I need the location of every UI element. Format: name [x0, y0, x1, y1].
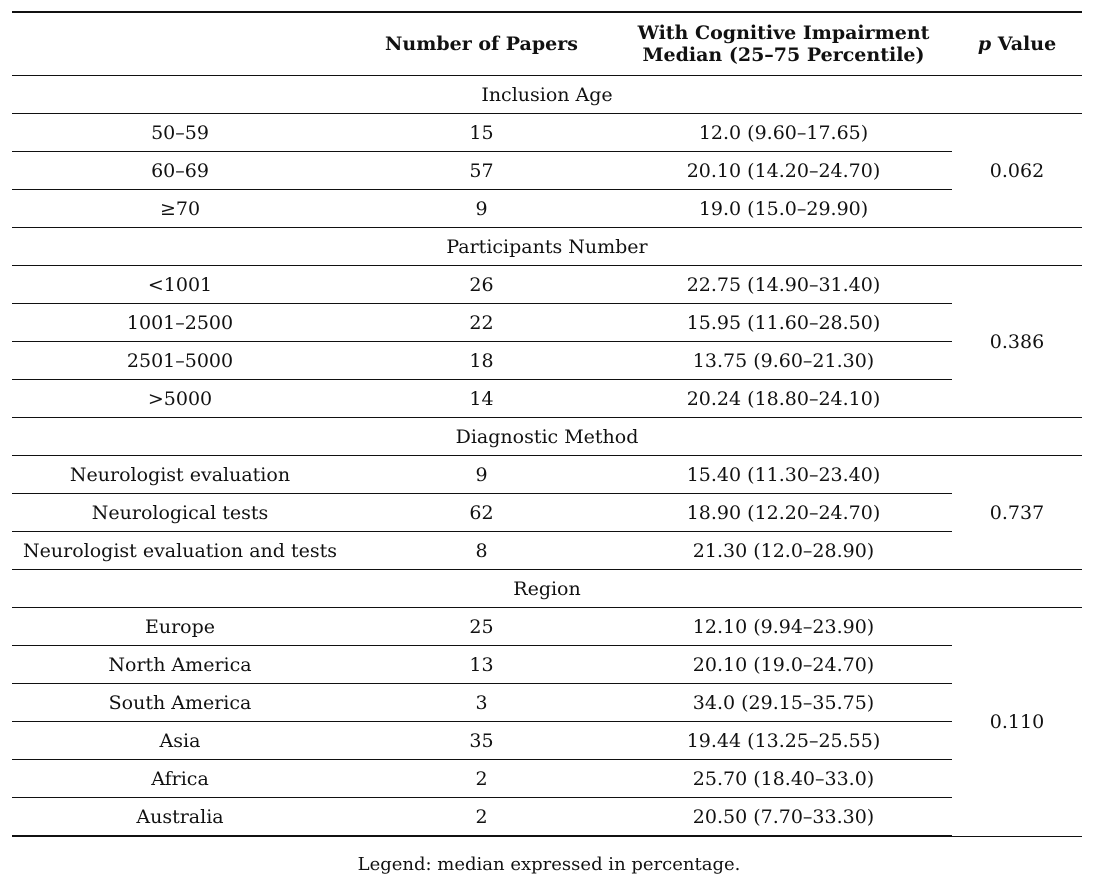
table-row [12, 266, 1082, 304]
section-header-row [12, 228, 1082, 266]
section-p-value: 0.737 [952, 456, 1082, 570]
section-title: Region [12, 570, 1082, 608]
row-papers: 14 [348, 380, 615, 418]
row-median: 19.44 (13.25–25.55) [615, 722, 952, 760]
section-title: Diagnostic Method [12, 418, 1082, 456]
header-p-rest: Value [991, 33, 1057, 55]
section-title: Participants Number [12, 228, 1082, 266]
row-median: 15.95 (11.60–28.50) [615, 304, 952, 342]
table-header-row [12, 12, 1082, 76]
table-row [12, 760, 1082, 798]
row-median: 18.90 (12.20–24.70) [615, 494, 952, 532]
row-label: Neurological tests [12, 494, 348, 532]
header-number-of-papers: Number of Papers [348, 12, 615, 76]
row-label: Neurologist evaluation [12, 456, 348, 494]
header-cognitive-impairment-line1: With Cognitive Impairment [637, 22, 930, 44]
row-papers: 22 [348, 304, 615, 342]
row-papers: 35 [348, 722, 615, 760]
row-label: South America [12, 684, 348, 722]
row-median: 13.75 (9.60–21.30) [615, 342, 952, 380]
header-p-italic: p [977, 33, 992, 55]
row-papers: 18 [348, 342, 615, 380]
table-row [12, 380, 1082, 418]
results-table [12, 11, 1082, 837]
row-label: 60–69 [12, 152, 348, 190]
table-row [12, 456, 1082, 494]
row-papers: 13 [348, 646, 615, 684]
row-label: ≥70 [12, 190, 348, 228]
row-label: >5000 [12, 380, 348, 418]
row-papers: 3 [348, 684, 615, 722]
section-title: Inclusion Age [12, 76, 1082, 114]
row-label: Neurologist evaluation and tests [12, 532, 348, 570]
row-median: 20.24 (18.80–24.10) [615, 380, 952, 418]
row-label: Australia [12, 798, 348, 837]
header-cognitive-impairment-line2: Median (25–75 Percentile) [642, 44, 925, 66]
row-median: 21.30 (12.0–28.90) [615, 532, 952, 570]
header-p-value [952, 12, 1082, 76]
row-papers: 25 [348, 608, 615, 646]
row-median: 20.10 (14.20–24.70) [615, 152, 952, 190]
table-body [12, 76, 1082, 837]
row-papers: 2 [348, 760, 615, 798]
row-label: Europe [12, 608, 348, 646]
row-label: 2501–5000 [12, 342, 348, 380]
row-papers: 57 [348, 152, 615, 190]
table-legend: Legend: median expressed in percentage. [357, 854, 741, 875]
table-row [12, 114, 1082, 152]
table-row [12, 798, 1082, 837]
table-row [12, 532, 1082, 570]
header-category [12, 12, 348, 76]
section-header-row [12, 570, 1082, 608]
row-papers: 9 [348, 456, 615, 494]
row-papers: 9 [348, 190, 615, 228]
section-p-value: 0.110 [952, 608, 1082, 837]
row-label: Africa [12, 760, 348, 798]
table-row [12, 342, 1082, 380]
row-papers: 62 [348, 494, 615, 532]
row-papers: 15 [348, 114, 615, 152]
section-header-row [12, 418, 1082, 456]
section-p-value: 0.386 [952, 266, 1082, 418]
table-row [12, 152, 1082, 190]
row-median: 12.10 (9.94–23.90) [615, 608, 952, 646]
table-row [12, 608, 1082, 646]
row-papers: 26 [348, 266, 615, 304]
row-median: 25.70 (18.40–33.0) [615, 760, 952, 798]
row-label: <1001 [12, 266, 348, 304]
section-header-row [12, 76, 1082, 114]
row-label: 1001–2500 [12, 304, 348, 342]
table-row [12, 494, 1082, 532]
row-median: 22.75 (14.90–31.40) [615, 266, 952, 304]
row-median: 34.0 (29.15–35.75) [615, 684, 952, 722]
row-label: 50–59 [12, 114, 348, 152]
table-row [12, 304, 1082, 342]
row-median: 20.50 (7.70–33.30) [615, 798, 952, 837]
row-median: 12.0 (9.60–17.65) [615, 114, 952, 152]
section-p-value: 0.062 [952, 114, 1082, 228]
row-median: 15.40 (11.30–23.40) [615, 456, 952, 494]
row-label: Asia [12, 722, 348, 760]
row-median: 19.0 (15.0–29.90) [615, 190, 952, 228]
table-row [12, 190, 1082, 228]
row-label: North America [12, 646, 348, 684]
row-papers: 2 [348, 798, 615, 837]
table-row [12, 646, 1082, 684]
row-median: 20.10 (19.0–24.70) [615, 646, 952, 684]
table-row [12, 722, 1082, 760]
row-papers: 8 [348, 532, 615, 570]
header-cognitive-impairment [615, 12, 952, 76]
table-row [12, 684, 1082, 722]
